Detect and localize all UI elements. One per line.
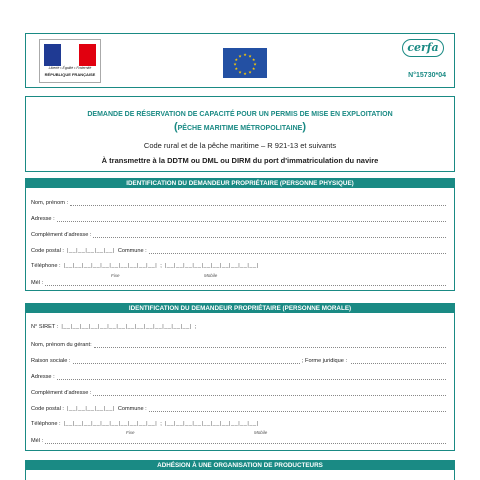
svg-text:★: ★ [253,61,257,67]
svg-text:★: ★ [243,52,247,57]
telephone-row: Téléphone : |__|__|__|__|__|__|__|__|__|__| ; |__|__|__|__|__|__|__|__|__|__| [31,263,259,269]
gerant-input[interactable] [94,341,446,348]
marianne-logo [39,39,101,83]
header-box [25,33,455,88]
fixe-caption: Fixe [126,430,135,435]
commune-input[interactable] [149,247,446,254]
mobile-caption: Mobile [204,273,218,278]
adresse-field[interactable]: Adresse : [31,373,446,380]
telephone-fixe-input[interactable]: |__|__|__|__|__|__|__|__|__|__| [63,421,158,427]
form-title: DEMANDE DE RÉSERVATION DE CAPACITÉ POUR UN PERMIS DE MISE EN EXPLOITATION [87,111,393,118]
section-heading: IDENTIFICATION DU DEMANDEUR PROPRIÉTAIRE (PERSONNE PHYSIQUE) [26,179,454,188]
section-heading: IDENTIFICATION DU DEMANDEUR PROPRIÉTAIRE (PERSONNE MORALE) [26,304,454,313]
submission-instruction: À transmettre à la DDTM ou DML ou DIRM du port d'immatriculation du navire [101,156,379,165]
section-personne-morale [25,303,455,451]
siret-input[interactable]: |__|__|__|__|__|__|__|__|__|__|__|__|__|__| [61,324,192,330]
raison-sociale-input[interactable] [73,357,300,364]
code-postal-input[interactable]: |__|__|__|__|__| [66,406,115,412]
svg-text:★: ★ [233,61,237,67]
title-box [25,96,455,172]
svg-text:★: ★ [251,66,256,71]
telephone-fixe-input[interactable]: |__|__|__|__|__|__|__|__|__|__| [63,263,158,269]
adresse-field[interactable]: Adresse : [31,215,446,222]
adresse-input[interactable] [57,373,446,380]
complement-input[interactable] [93,389,446,396]
mel-input[interactable] [45,279,446,286]
republic-motto: Liberté • Égalité • Fraternité [48,66,92,70]
telephone-mobile-input[interactable]: |__|__|__|__|__|__|__|__|__|__| [164,421,259,427]
adresse-input[interactable] [57,215,446,222]
mel-field[interactable]: Mél : [31,279,446,286]
code-postal-input[interactable]: |__|__|__|__|__| [66,248,115,254]
legal-reference: Code rural et de la pêche maritime – R 921-13 et suivants [143,141,337,150]
commune-input[interactable] [149,405,446,412]
nom-prenom-field[interactable]: Nom, prénom : [31,199,446,206]
mel-field[interactable]: Mél : [31,437,446,444]
svg-text:★: ★ [248,53,252,59]
fixe-caption: Fixe [111,273,120,278]
nom-prenom-input[interactable] [70,199,446,206]
complement-field[interactable]: Complément d'adresse : [31,231,446,238]
svg-text:★: ★ [243,71,247,76]
mobile-caption: Mobile [254,430,268,435]
cerfa-logo: cerfa [402,39,444,57]
gerant-field[interactable]: Nom, prénom du gérant: [31,341,446,348]
forme-juridique-input[interactable] [351,357,446,364]
eu-stars-icon [223,48,267,78]
form-subtitle: (PÊCHE MARITIME MÉTROPOLITAINE) [173,121,307,133]
eu-flag-icon [223,48,267,78]
svg-text:★: ★ [234,57,239,62]
republic-name: RÉPUBLIQUE FRANÇAISE [44,72,96,77]
complement-input[interactable] [93,231,446,238]
code-postal-commune-row: Code postal : |__|__|__|__|__| Commune : [31,405,446,412]
mel-input[interactable] [45,437,446,444]
svg-text:★: ★ [251,57,256,62]
svg-text:★: ★ [248,69,252,75]
section-heading: ADHÉSION À UNE ORGANISATION DE PRODUCTEURS [26,461,454,470]
french-flag-icon [44,44,96,66]
raison-forme-row: Raison sociale : ; Forme juridique : [31,357,446,364]
section-personne-physique [25,178,455,291]
complement-field[interactable]: Complément d'adresse : [31,389,446,396]
svg-text:★: ★ [238,53,242,59]
svg-text:★: ★ [234,66,239,71]
svg-text:★: ★ [238,69,242,75]
telephone-row: Téléphone : |__|__|__|__|__|__|__|__|__|__| ; |__|__|__|__|__|__|__|__|__|__| [31,421,259,427]
cerfa-number: N°15730*04 [408,72,446,79]
section-adhesion [25,460,455,480]
siret-row: N° SIRET : |__|__|__|__|__|__|__|__|__|__|__|__|__|__| ; [31,324,197,330]
code-postal-commune-row: Code postal : |__|__|__|__|__| Commune : [31,247,446,254]
telephone-mobile-input[interactable]: |__|__|__|__|__|__|__|__|__|__| [164,263,259,269]
